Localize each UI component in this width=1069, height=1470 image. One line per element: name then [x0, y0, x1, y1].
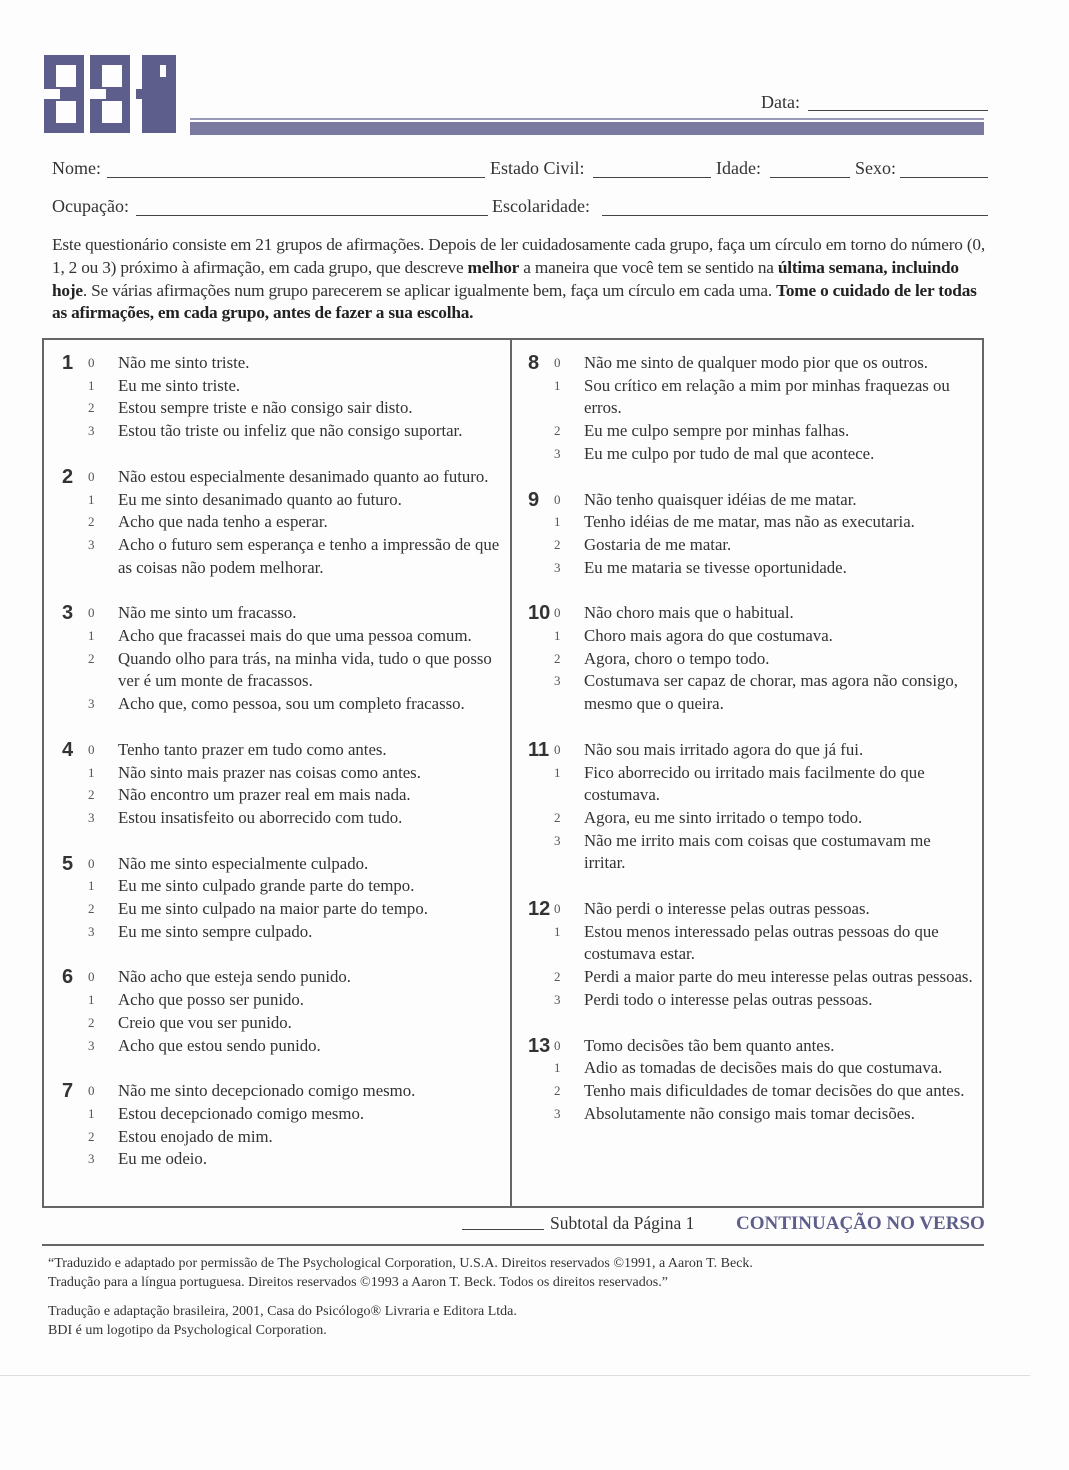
answer-text: Agora, eu me sinto irritado o tempo todo.: [584, 807, 863, 827]
question-number: 1: [62, 352, 74, 374]
score-number[interactable]: 3: [554, 832, 561, 848]
answer-text: Eu me culpo sempre por minhas falhas.: [584, 421, 850, 441]
question-number: [62, 420, 86, 443]
answer-option[interactable]: [62, 921, 502, 944]
score-number[interactable]: 0: [554, 901, 561, 917]
answer-text: Não sou mais irritado agora do que já fui.: [584, 739, 864, 759]
score-number[interactable]: 0: [88, 741, 95, 757]
answer-option[interactable]: [62, 534, 502, 579]
answer-text: Eu me sinto culpado grande parte do tempo.: [118, 876, 415, 896]
question-group: [62, 1080, 502, 1171]
instructions-text: a maneira que você tem se sentido na: [519, 257, 778, 277]
answer-option[interactable]: [528, 739, 974, 762]
question-number: 9: [528, 488, 540, 511]
copyright-line-2: Tradução para a língua portuguesa. Direitos reservados ©1993 a Aaron T. Beck. Todos os direitos reservados.”: [48, 1275, 668, 1290]
score-number[interactable]: 3: [554, 673, 561, 689]
answer-option[interactable]: [62, 739, 502, 762]
score-number[interactable]: 1: [88, 1105, 95, 1121]
answer-option[interactable]: [528, 807, 974, 830]
answer-text: Estou tão triste ou infeliz que não consigo suportar.: [118, 421, 463, 441]
answer-option[interactable]: [62, 420, 502, 443]
continuation-label: CONTINUAÇÃO NO VERSO: [736, 1213, 985, 1234]
age-label: Idade:: [716, 158, 761, 178]
answer-text: Não estou especialmente desanimado quanto ao futuro.: [118, 466, 489, 486]
answer-option[interactable]: [528, 670, 974, 715]
answer-option[interactable]: [62, 1126, 502, 1149]
sex-field[interactable]: [900, 177, 988, 178]
copyright-line-4: BDI é um logotipo da Psychological Corporation.: [48, 1323, 327, 1338]
answer-text: Agora, choro o tempo todo.: [584, 648, 770, 668]
question-number: [528, 1080, 552, 1103]
question-number: [528, 534, 552, 557]
answer-text: Estou menos interessado pelas outras pessoas do que costumava estar.: [584, 921, 939, 964]
score-number[interactable]: 0: [554, 355, 561, 370]
question-number: [62, 511, 86, 534]
question-number: [62, 375, 86, 398]
header-rule: [190, 118, 984, 120]
name-field[interactable]: [107, 177, 485, 178]
answer-option[interactable]: [528, 830, 974, 875]
score-number[interactable]: 2: [554, 1082, 561, 1098]
answer-option[interactable]: [62, 989, 502, 1012]
answer-text: Estou enojado de mim.: [118, 1126, 273, 1146]
answer-text: Acho que nada tenho a esperar.: [118, 512, 328, 532]
column-divider: [510, 338, 512, 1206]
question-number: [528, 670, 552, 715]
answer-text: Eu me odeio.: [118, 1149, 208, 1169]
question-number: [528, 420, 552, 443]
answer-text: Eu me sinto sempre culpado.: [118, 921, 313, 941]
answer-text: Sou crítico em relação a mim por minhas fraquezas ou erros.: [584, 375, 950, 418]
answer-text: Não me sinto de qualquer modo pior que os outros.: [584, 353, 928, 372]
answer-option[interactable]: [528, 557, 974, 580]
question-number: 5: [62, 852, 74, 875]
answer-option[interactable]: [62, 966, 502, 989]
score-number[interactable]: 2: [88, 1014, 95, 1030]
score-number[interactable]: 2: [88, 400, 95, 416]
answer-text: Não encontro um prazer real em mais nada.: [118, 785, 411, 805]
answer-option[interactable]: [528, 762, 974, 807]
answer-option[interactable]: [528, 511, 974, 534]
score-number[interactable]: 0: [88, 605, 95, 621]
answer-option[interactable]: [528, 1057, 974, 1080]
question-number: [528, 1057, 552, 1080]
score-number[interactable]: 0: [88, 855, 95, 871]
score-number[interactable]: 0: [88, 969, 95, 985]
question-group: [528, 1035, 974, 1126]
question-number: [62, 397, 86, 420]
answer-option[interactable]: [62, 375, 502, 398]
question-number: [528, 443, 552, 466]
answer-text: Perdi a maior parte do meu interesse pelas outras pessoas.: [584, 967, 973, 987]
question-number: [528, 966, 552, 989]
question-number: 13: [528, 1034, 551, 1057]
question-group: [62, 352, 502, 443]
subtotal-label: Subtotal da Página 1: [550, 1213, 695, 1233]
copyright-line-1: “Traduzido e adaptado por permissão de The Psychological Corporation, U.S.A. Direitos reservados ©1991, a Aaron T. Beck.: [48, 1256, 753, 1271]
answer-text: Fico aborrecido ou irritado mais facilmente do que costumava.: [584, 762, 925, 805]
score-number[interactable]: 0: [88, 1083, 95, 1099]
score-number[interactable]: 1: [88, 992, 95, 1008]
question-number: [62, 807, 86, 830]
question-number: [62, 1103, 86, 1126]
question-number: 12: [528, 898, 551, 921]
answer-option[interactable]: [528, 1103, 974, 1126]
answer-option[interactable]: [528, 989, 974, 1012]
score-number[interactable]: 3: [88, 423, 95, 439]
subtotal-field[interactable]: [462, 1229, 544, 1230]
answer-text: Eu me sinto desanimado quanto ao futuro.: [118, 489, 402, 509]
answer-option[interactable]: [62, 875, 502, 898]
answer-option[interactable]: [528, 489, 974, 512]
instructions-text: . Se várias afirmações num grupo parecerem se aplicar igualmente bem, faça um círculo em cada uma.: [82, 280, 777, 300]
answer-option[interactable]: [528, 648, 974, 671]
answer-option[interactable]: [528, 443, 974, 466]
score-number[interactable]: 3: [554, 559, 561, 575]
score-number[interactable]: 0: [554, 1037, 561, 1053]
question-number: [62, 1126, 86, 1149]
answer-text: Eu me mataria se tivesse oportunidade.: [584, 557, 847, 577]
answer-option[interactable]: [62, 784, 502, 807]
question-number: 2: [62, 465, 74, 488]
question-number: 6: [62, 966, 74, 989]
answer-text: Acho que estou sendo punido.: [118, 1035, 321, 1055]
date-field[interactable]: [808, 110, 988, 111]
sex-label: Sexo:: [855, 158, 897, 178]
instructions: [52, 234, 992, 325]
answer-option[interactable]: [62, 898, 502, 921]
scan-edge: [0, 1375, 1030, 1376]
questions-right-column: [528, 352, 974, 1148]
score-number[interactable]: 3: [88, 923, 95, 939]
footer-rule: [42, 1244, 984, 1246]
question-group: [62, 966, 502, 1057]
question-group: [62, 466, 502, 580]
question-number: [62, 625, 86, 648]
score-number[interactable]: 0: [554, 605, 561, 621]
question-number: 8: [528, 352, 540, 374]
score-number[interactable]: 2: [554, 809, 561, 825]
question-number: [528, 375, 552, 420]
answer-text: Perdi todo o interesse pelas outras pessoas.: [584, 989, 873, 1009]
question-number: [528, 1103, 552, 1126]
answer-text: Não me sinto decepcionado comigo mesmo.: [118, 1081, 416, 1101]
instructions-bold: melhor: [467, 257, 520, 277]
question-group: [62, 853, 502, 944]
score-number[interactable]: 1: [554, 377, 561, 393]
question-number: [62, 989, 86, 1012]
question-group: [528, 739, 974, 875]
question-number: [62, 648, 86, 693]
education-label: Escolaridade:: [492, 196, 590, 216]
answer-text: Eu me sinto triste.: [118, 375, 241, 395]
marital-status-field[interactable]: [593, 177, 711, 178]
answer-option[interactable]: [528, 375, 974, 420]
answer-option[interactable]: [62, 648, 502, 693]
answer-option[interactable]: [528, 352, 974, 375]
score-number[interactable]: 1: [88, 628, 95, 644]
bdi-logo: [44, 55, 176, 133]
answer-text: Absolutamente não consigo mais tomar decisões.: [584, 1103, 915, 1123]
answer-option[interactable]: [62, 693, 502, 716]
answer-text: Não perdi o interesse pelas outras pessoas.: [584, 899, 870, 919]
score-number[interactable]: 3: [88, 696, 95, 712]
answer-text: Estou insatisfeito ou aborrecido com tudo.: [118, 807, 403, 827]
question-group: [528, 602, 974, 716]
score-number[interactable]: 0: [88, 355, 95, 370]
answer-text: Eu me culpo por tudo de mal que acontece.: [584, 443, 875, 463]
score-number[interactable]: 3: [554, 1105, 561, 1121]
score-number[interactable]: 3: [554, 991, 561, 1007]
question-number: [62, 489, 86, 512]
answer-text: Não me sinto triste.: [118, 353, 250, 372]
question-number: [528, 557, 552, 580]
answer-option[interactable]: [528, 420, 974, 443]
question-number: [528, 762, 552, 807]
instructions-text: Este questionário consiste em 21 grupos de afirmações. Depois de ler cuidadosamente cada grupo, faça um círculo em torno do número (0, 1, 2 ou 3) próximo à afirmação, em cada grupo, que descreve: [52, 235, 985, 277]
answer-option[interactable]: [62, 807, 502, 830]
score-number[interactable]: 2: [554, 650, 561, 666]
answer-text: Não sinto mais prazer nas coisas como antes.: [118, 762, 421, 782]
answer-option[interactable]: [528, 534, 974, 557]
question-number: 10: [528, 602, 551, 625]
question-number: [528, 830, 552, 875]
score-number[interactable]: 1: [88, 878, 95, 894]
answer-text: Gostaria de me matar.: [584, 534, 732, 554]
answer-text: Não choro mais que o habitual.: [584, 603, 794, 623]
answer-text: Não me sinto um fracasso.: [118, 603, 297, 623]
answer-text: Acho que fracassei mais do que uma pessoa comum.: [118, 626, 472, 646]
answer-text: Quando olho para trás, na minha vida, tudo o que posso ver é um monte de fracassos.: [118, 648, 492, 691]
answer-text: Creio que vou ser punido.: [118, 1012, 292, 1032]
answer-text: Tomo decisões tão bem quanto antes.: [584, 1035, 835, 1055]
answer-option[interactable]: [62, 1103, 502, 1126]
answer-option[interactable]: [62, 762, 502, 785]
score-number[interactable]: 1: [554, 628, 561, 644]
age-field[interactable]: [770, 177, 850, 178]
question-number: [62, 534, 86, 579]
score-number[interactable]: 2: [554, 536, 561, 552]
answer-option[interactable]: [62, 1148, 502, 1171]
score-number[interactable]: 1: [554, 514, 561, 530]
answer-text: Não acho que esteja sendo punido.: [118, 967, 352, 987]
answer-option[interactable]: [528, 966, 974, 989]
question-number: [62, 784, 86, 807]
score-number[interactable]: 1: [88, 377, 95, 393]
question-number: [62, 1012, 86, 1035]
score-number[interactable]: 2: [88, 514, 95, 530]
answer-option[interactable]: [62, 625, 502, 648]
score-number[interactable]: 3: [88, 536, 95, 552]
questions-left-column: [62, 352, 502, 1194]
question-number: 3: [62, 602, 74, 625]
score-number[interactable]: 2: [88, 650, 95, 666]
score-number[interactable]: 3: [88, 1151, 95, 1167]
score-number[interactable]: 0: [88, 468, 95, 484]
score-number[interactable]: 3: [88, 1037, 95, 1053]
answer-text: Não me irrito mais com coisas que costumavam me irritar.: [584, 830, 931, 873]
score-number[interactable]: 1: [554, 923, 561, 939]
answer-text: Acho o futuro sem esperança e tenho a impressão de que as coisas não podem melhorar.: [118, 534, 500, 577]
answer-text: Estou sempre triste e não consigo sair disto.: [118, 398, 413, 418]
question-number: [62, 1148, 86, 1171]
answer-option[interactable]: [62, 602, 502, 625]
question-number: [62, 875, 86, 898]
education-field[interactable]: [602, 215, 988, 216]
answer-text: Costumava ser capaz de chorar, mas agora não consigo, mesmo que o queira.: [584, 671, 958, 714]
score-number[interactable]: 1: [554, 764, 561, 780]
answer-option[interactable]: [528, 1035, 974, 1058]
score-number[interactable]: 1: [554, 1060, 561, 1076]
question-group: [528, 898, 974, 1012]
answer-text: Acho que posso ser punido.: [118, 990, 304, 1010]
occupation-label: Ocupação:: [52, 196, 129, 216]
question-group: [528, 489, 974, 580]
answer-text: Estou decepcionado comigo mesmo.: [118, 1103, 365, 1123]
question-number: [62, 1035, 86, 1058]
answer-option[interactable]: [62, 397, 502, 420]
question-number: [528, 989, 552, 1012]
instructions-bold: Tome o cuidado de ler todas as afirmações, em cada grupo, antes de fazer a sua escolha.: [52, 280, 977, 323]
marital-status-label: Estado Civil:: [490, 158, 585, 178]
score-number[interactable]: 3: [88, 809, 95, 825]
score-number[interactable]: 0: [554, 491, 561, 507]
question-number: 4: [62, 738, 74, 761]
answer-text: Tenho mais dificuldades de tomar decisões do que antes.: [584, 1080, 965, 1100]
question-number: [528, 625, 552, 648]
copyright-line-3: Tradução e adaptação brasileira, 2001, Casa do Psicólogo® Livraria e Editora Ltda.: [48, 1304, 517, 1319]
answer-option[interactable]: [62, 511, 502, 534]
answer-option[interactable]: [62, 1035, 502, 1058]
answer-option[interactable]: [62, 1012, 502, 1035]
answer-text: Não tenho quaisquer idéias de me matar.: [584, 489, 857, 509]
answer-text: Acho que, como pessoa, sou um completo fracasso.: [118, 694, 465, 714]
question-number: [528, 648, 552, 671]
score-number[interactable]: 0: [554, 741, 561, 757]
question-number: [62, 762, 86, 785]
answer-option[interactable]: [528, 1080, 974, 1103]
question-number: [62, 693, 86, 716]
date-label: Data:: [761, 92, 800, 112]
question-number: [528, 807, 552, 830]
question-number: [62, 898, 86, 921]
score-number[interactable]: 2: [88, 787, 95, 803]
question-number: [528, 921, 552, 966]
answer-option[interactable]: [528, 898, 974, 921]
answer-option[interactable]: [62, 466, 502, 489]
score-number[interactable]: 2: [88, 901, 95, 917]
score-number[interactable]: 2: [88, 1128, 95, 1144]
question-number: 11: [528, 738, 550, 761]
score-number[interactable]: 2: [554, 423, 561, 439]
question-number: [528, 511, 552, 534]
question-number: [62, 921, 86, 944]
answer-option[interactable]: [62, 1080, 502, 1103]
answer-text: Eu me sinto culpado na maior parte do tempo.: [118, 899, 428, 919]
occupation-field[interactable]: [136, 215, 488, 216]
question-number: 7: [62, 1080, 74, 1103]
score-number[interactable]: 1: [88, 491, 95, 507]
answer-option[interactable]: [528, 921, 974, 966]
answer-option[interactable]: [528, 625, 974, 648]
question-group: [528, 352, 974, 466]
header-bar: [190, 122, 984, 135]
score-number[interactable]: 3: [554, 445, 561, 461]
answer-text: Adio as tomadas de decisões mais do que costumava.: [584, 1058, 943, 1078]
score-number[interactable]: 2: [554, 969, 561, 985]
answer-text: Choro mais agora do que costumava.: [584, 626, 833, 646]
question-group: [62, 739, 502, 830]
answer-option[interactable]: [62, 352, 502, 375]
answer-text: Não me sinto especialmente culpado.: [118, 853, 369, 873]
answer-text: Tenho tanto prazer em tudo como antes.: [118, 739, 387, 759]
question-group: [62, 602, 502, 716]
instructions-bold: última semana, incluindo hoje: [52, 257, 959, 300]
answer-text: Tenho idéias de me matar, mas não as executaria.: [584, 512, 915, 532]
answer-option[interactable]: [62, 489, 502, 512]
score-number[interactable]: 1: [88, 764, 95, 780]
answer-option[interactable]: [62, 853, 502, 876]
answer-option[interactable]: [528, 602, 974, 625]
name-label: Nome:: [52, 158, 101, 178]
